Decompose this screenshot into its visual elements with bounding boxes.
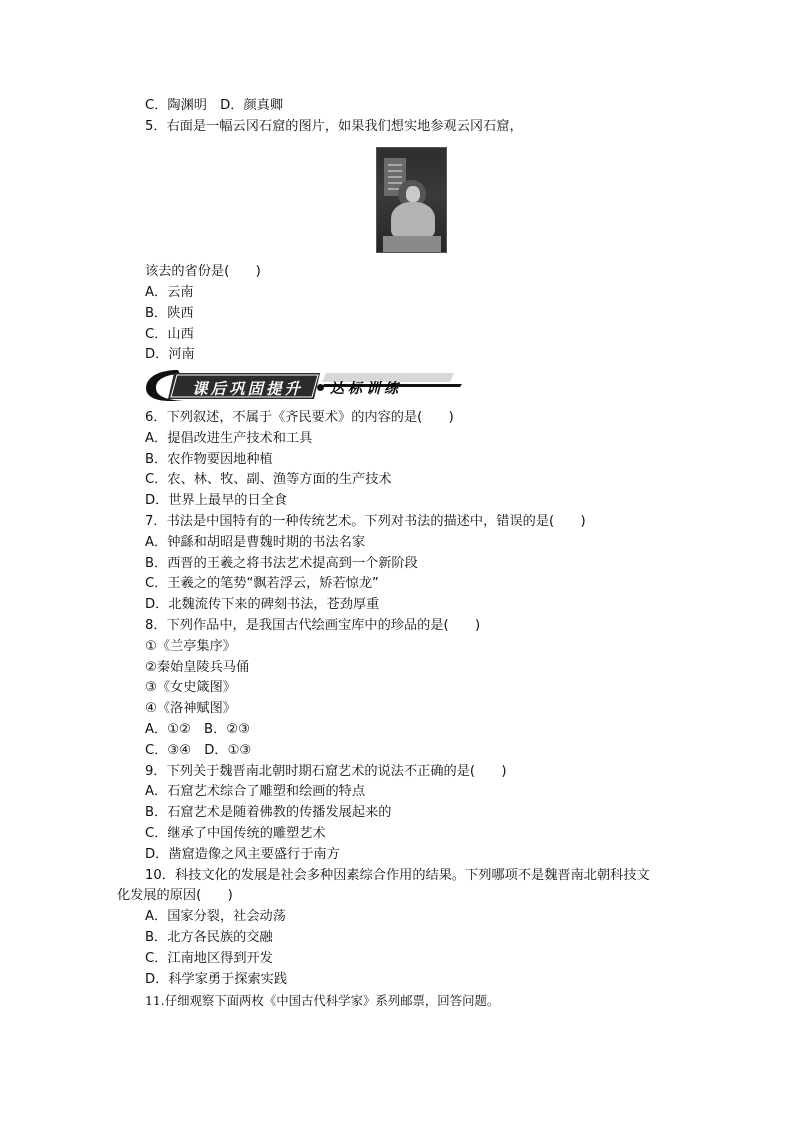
q5-option-a: A．云南 <box>145 285 194 300</box>
q7-option-b: B．西晋的王羲之将书法艺术提高到一个新阶段 <box>145 556 418 571</box>
q8-options-ab: A．①② B．②③ <box>145 722 250 737</box>
q9-option-d: D．凿窟造像之风主要盛行于南方 <box>145 847 340 862</box>
q5-option-d: D．河南 <box>145 347 195 362</box>
q10-option-c: C．江南地区得到开发 <box>145 951 273 966</box>
buddha-head <box>406 186 420 202</box>
q10-option-a: A．国家分裂，社会动荡 <box>145 909 286 924</box>
q10-stem-continued: 化发展的原因( ) <box>117 888 233 903</box>
q9-stem: 9．下列关于魏晋南北朝时期石窟艺术的说法不正确的是( ) <box>145 764 507 779</box>
q8-options-cd: C．③④ D．①③ <box>145 743 252 758</box>
q6-option-d: D．世界上最早的日全食 <box>145 493 288 508</box>
q10-option-b: B．北方各民族的交融 <box>145 930 273 945</box>
q5-option-c: C．山西 <box>145 327 194 342</box>
q8-item-4: ④《洛神赋图》 <box>145 701 236 716</box>
q11-stem: 11.仔细观察下面两枚《中国古代科学家》系列邮票，回答问题。 <box>145 993 500 1008</box>
q7-option-a: A．钟繇和胡昭是曹魏时期的书法名家 <box>145 535 366 550</box>
q5-option-b: B．陕西 <box>145 306 194 321</box>
q9-option-c: C．继承了中国传统的雕塑艺术 <box>145 826 326 841</box>
section-banner-subtitle: 达标训练 <box>330 381 402 397</box>
q5-stem-continued: 该去的省份是( ) <box>145 264 261 279</box>
section-banner <box>144 367 464 403</box>
yungang-grottoes-photo <box>376 147 447 253</box>
q4-options-cd: C．陶渊明 D．颜真卿 <box>145 98 284 113</box>
q8-item-2: ②秦始皇陵兵马俑 <box>145 660 250 675</box>
section-banner-title: 课后巩固提升 <box>192 380 304 398</box>
q8-stem: 8．下列作品中，是我国古代绘画宝库中的珍品的是( ) <box>145 618 481 633</box>
q10-stem: 10．科技文化的发展是社会多种因素综合作用的结果。下列哪项不是魏晋南北朝科技文 <box>145 868 650 883</box>
q10-option-d: D．科学家勇于探索实践 <box>145 972 288 987</box>
buddha-body <box>391 202 435 238</box>
q7-option-c: C．王羲之的笔势“飘若浮云，矫若惊龙” <box>145 576 379 591</box>
q6-option-c: C．农、林、牧、副、渔等方面的生产技术 <box>145 472 392 487</box>
q9-option-a: A．石窟艺术综合了雕塑和绘画的特点 <box>145 784 366 799</box>
q7-stem: 7．书法是中国特有的一种传统艺术。下列对书法的描述中，错误的是( ) <box>145 514 586 529</box>
q7-option-d: D．北魏流传下来的碑刻书法，苍劲厚重 <box>145 597 380 612</box>
statue-base <box>383 236 441 252</box>
q8-item-3: ③《女史箴图》 <box>145 680 236 695</box>
q6-option-b: B．农作物要因地种植 <box>145 452 273 467</box>
q9-option-b: B．石窟艺术是随着佛教的传播发展起来的 <box>145 805 392 820</box>
section-banner-dot <box>317 384 324 391</box>
q8-item-1: ①《兰亭集序》 <box>145 639 236 654</box>
q6-option-a: A．提倡改进生产技术和工具 <box>145 431 313 446</box>
q5-stem: 5．右面是一幅云冈石窟的图片，如果我们想实地参观云冈石窟， <box>145 119 523 134</box>
q6-stem: 6．下列叙述，不属于《齐民要术》的内容的是( ) <box>145 410 454 425</box>
